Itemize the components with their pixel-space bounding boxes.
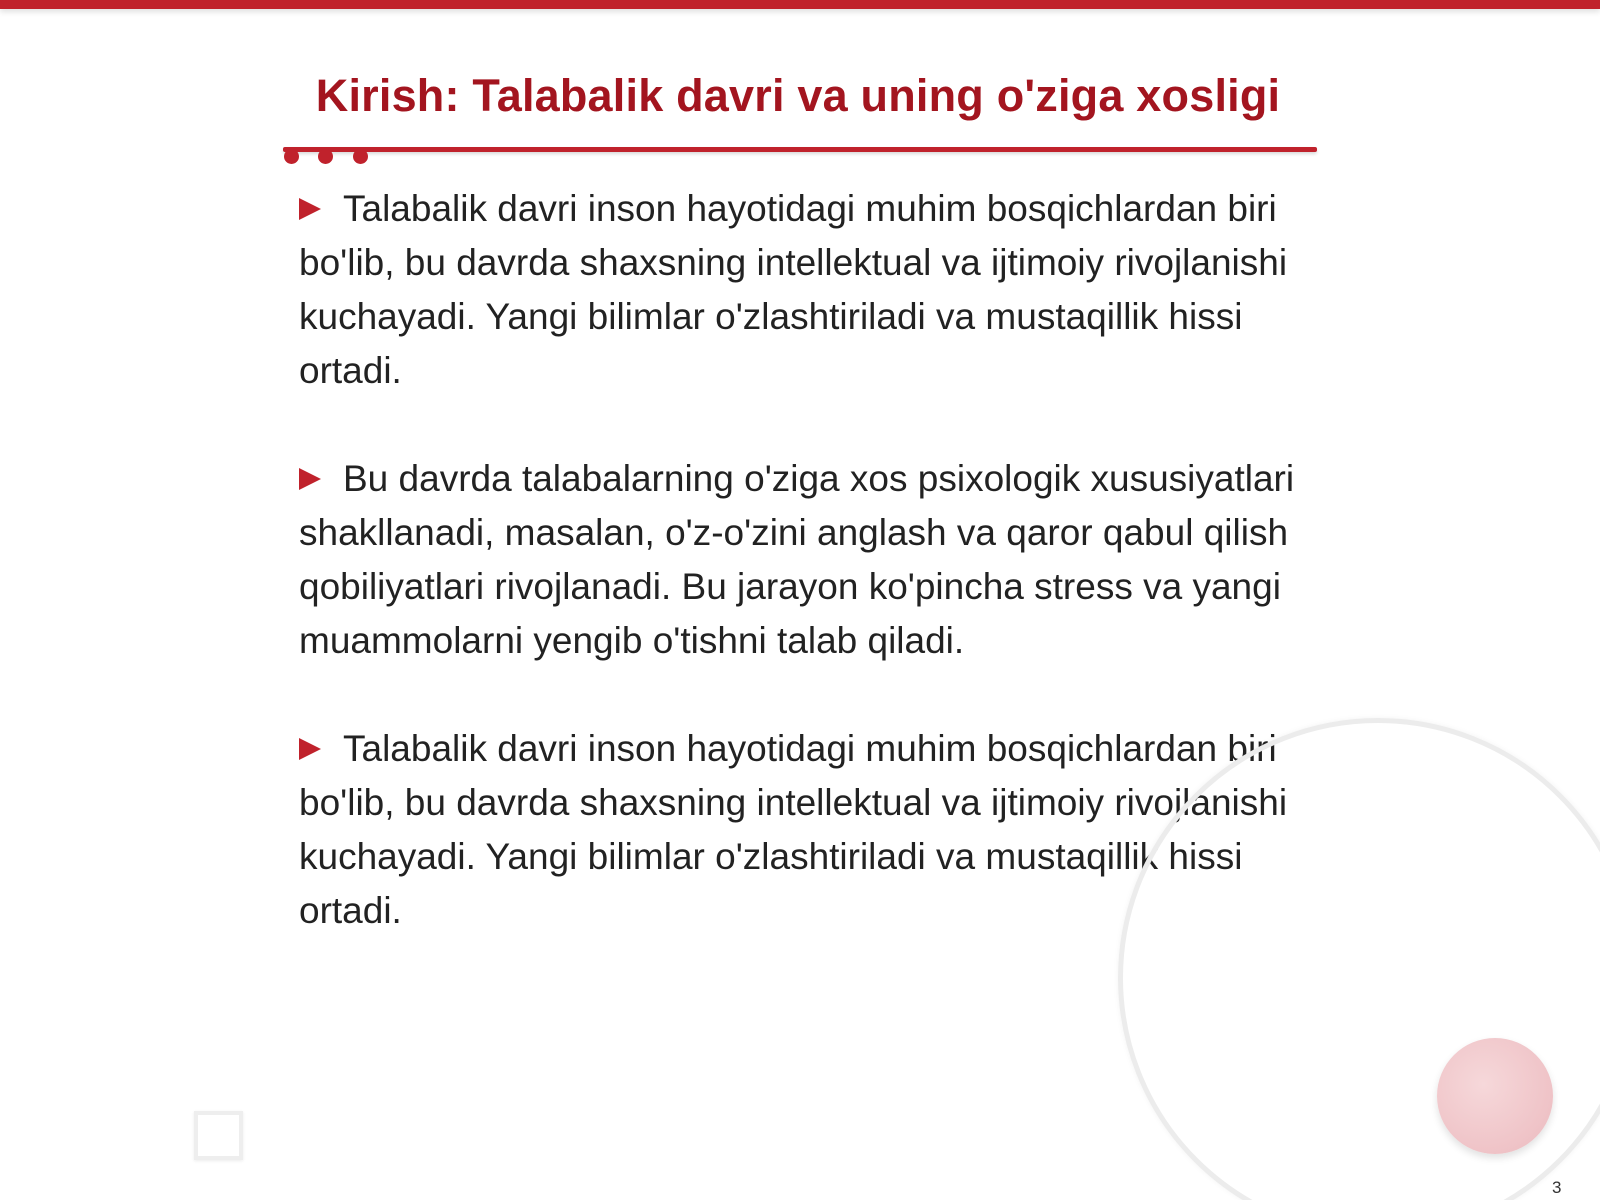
bullet-item xyxy=(299,452,1309,668)
title-underline xyxy=(283,147,1317,152)
triangle-right-icon xyxy=(299,198,321,220)
bullet-text: Talabalik davri inson hayotidagi muhim bosqichlardan biri bo'lib, bu davrda shaxsning intellektual va ijtimoiy rivojlanishi kuchayadi. Yangi bilimlar o'zlashtiriladi va mustaqillik hissi ortadi. xyxy=(299,728,1288,931)
bullet-text: Talabalik davri inson hayotidagi muhim bosqichlardan biri bo'lib, bu davrda shaxsning intellektual va ijtimoiy rivojlanishi kuchayadi. Yangi bilimlar o'zlashtiriladi va mustaqillik hissi ortadi. xyxy=(299,188,1288,391)
title-dot xyxy=(353,149,368,164)
triangle-right-icon xyxy=(299,738,321,760)
bullet-text: Bu davrda talabalarning o'ziga xos psixologik xususiyatlari shakllanadi, masalan, o'z-o'zini anglash va qaror qabul qilish qobiliyatlari rivojlanadi. Bu jarayon ko'pincha stress va yangi muammolarni yengib o'tishni talab qiladi. xyxy=(299,458,1295,661)
title-dot xyxy=(318,149,333,164)
decorative-square xyxy=(194,1111,243,1160)
top-accent-bar xyxy=(0,0,1600,9)
page-number: 3 xyxy=(1552,1178,1562,1197)
triangle-right-icon xyxy=(299,468,321,490)
bullet-item xyxy=(299,182,1309,398)
title-dot xyxy=(284,149,299,164)
slide-title: Kirish: Talabalik davri va uning o'ziga xosligi xyxy=(315,70,1281,121)
decorative-pink-circle xyxy=(1437,1038,1553,1154)
